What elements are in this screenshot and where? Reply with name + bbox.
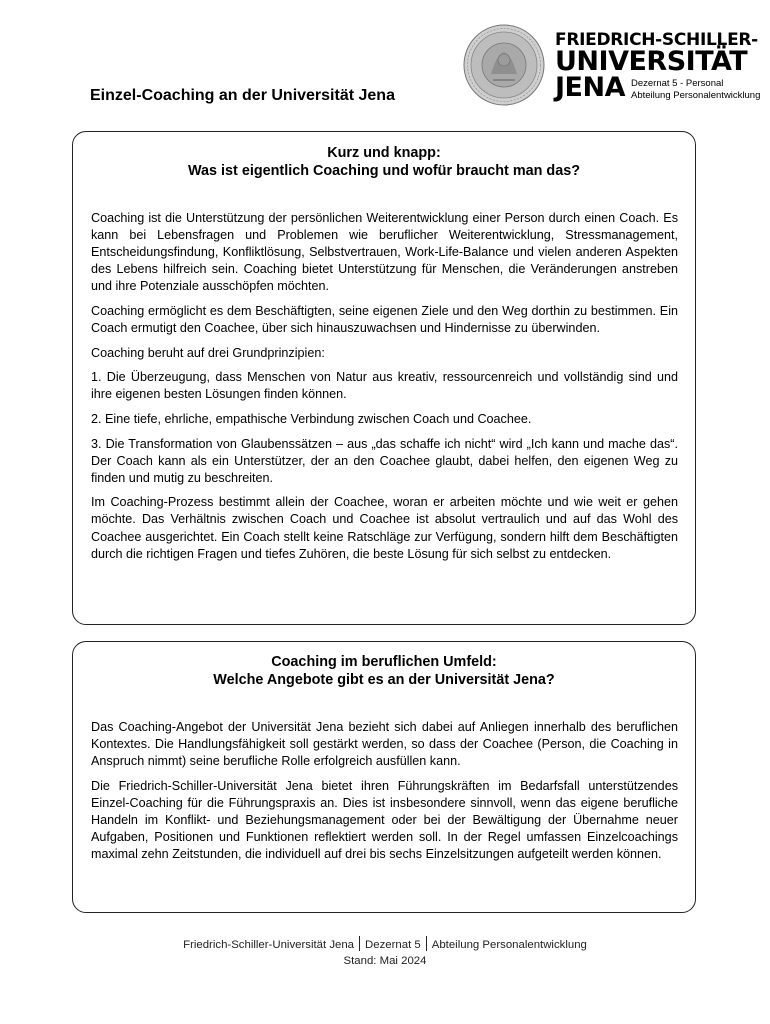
paragraph: Im Coaching-Prozess bestimmt allein der Coachee, woran er arbeiten möchte und wie weit er gehen möchte. Das Verhältnis zwischen Coach und Coachee ist absolut vertraulich und auf das Wohl des Coachee ausgerichtet. Ein Coach stellt keine Ratschläge zur Verfügung, sondern hilft dem Beschäftigten durch die richtigen Fragen und tiefes Zuhören, die beste Lösung für sich selbst zu entdecken. — [91, 495, 678, 561]
page-footer — [0, 936, 770, 969]
logo-department — [631, 78, 760, 102]
page-title: Einzel-Coaching an der Universität Jena — [90, 87, 395, 104]
footer-separator — [359, 936, 360, 951]
section-heading-line-1: Kurz und knapp: — [327, 145, 441, 161]
section-heading-line-2: Was ist eigentlich Coaching und wofür braucht man das? — [187, 163, 581, 179]
footer-department: Abteilung Personalentwicklung — [431, 939, 587, 951]
university-logo — [555, 31, 765, 102]
logo-line-2: UNIVERSITÄT — [555, 46, 748, 77]
section-body — [91, 210, 678, 563]
list-item: 1. Die Überzeugung, dass Menschen von Natur aus kreativ, ressourcenreich und vollständig sind und ihre eigenen besten Lösungen finden können. — [91, 370, 678, 402]
footer-university: Friedrich-Schiller-Universität Jena — [183, 939, 355, 951]
paragraph: Coaching beruht auf drei Grundprinzipien: — [91, 345, 325, 360]
footer-line — [0, 936, 770, 953]
section-heading — [73, 144, 695, 180]
logo-line-1: FRIEDRICH-SCHILLER- — [555, 30, 758, 50]
footer-separator — [426, 936, 427, 951]
logo-line-3: JENA — [555, 72, 625, 103]
section-what-is-coaching — [72, 131, 696, 625]
footer-dezernat: Dezernat 5 — [365, 939, 421, 951]
section-heading — [73, 653, 695, 689]
paragraph: Die Friedrich-Schiller-Universität Jena bietet ihren Führungskräften im Bedarfsfall unterstützendes Einzel-Coaching für die Führungspraxis an. Dies ist insbesondere sinnvoll, wenn das eigene berufliche Handeln im Konflikt- und Beziehungsmanagement oder bei der Bewältigung der Übernahme neuer Aufgaben, Positionen und Funktionen reflektiert werden soll. In der Regel umfassen Einzelcoachings maximal zehn Zeitstunden, die individuell auf drei bis sechs Einzelsitzungen aufgeteilt werden können. — [91, 778, 678, 862]
list-item: 3. Die Transformation von Glaubenssätzen – aus „das schaffe ich nicht“ wird „Ich kann und mache das“. Der Coach kann als ein Unterstützer, der an den Coachee glaubt, dabei helfen, den eigenen Weg zu finden und mutig zu beschreiten. — [91, 436, 678, 485]
section-heading-line-2: Welche Angebote gibt es an der Universität Jena? — [213, 672, 555, 688]
logo-department-line-2: Abteilung Personalentwicklung — [630, 90, 761, 101]
footer-date: Stand: Mai 2024 — [343, 955, 427, 967]
paragraph: Das Coaching-Angebot der Universität Jena bezieht sich dabei auf Anliegen innerhalb des beruflichen Kontextes. Die Handlungsfähigkeit soll gestärkt werden, so dass der Coachee (Person, die Coaching in Anspruch nimmt) seine berufliche Rolle erfolgreich ausfüllen kann. — [91, 720, 678, 769]
section-heading-line-1: Coaching im beruflichen Umfeld: — [271, 654, 497, 670]
section-coaching-offers — [72, 641, 696, 913]
university-seal-icon — [463, 24, 545, 106]
paragraph: Coaching ermöglicht es dem Beschäftigten, seine eigenen Ziele und den Weg dorthin zu bestimmen. Ein Coach ermutigt den Coachee, über sich hinauszuwachsen und Hindernisse zu überwinden. — [91, 303, 678, 336]
section-body — [91, 719, 678, 863]
logo-department-line-1: Dezernat 5 - Personal — [630, 78, 724, 89]
list-item: 2. Eine tiefe, ehrliche, empathische Verbindung zwischen Coach und Coachee. — [91, 411, 532, 426]
paragraph: Coaching ist die Unterstützung der persönlichen Weiterentwicklung einer Person durch einen Coach. Es kann bei Lebensfragen und Problemen wie beruflicher Weiterentwicklung, Stressmanagement, Entscheidungsfindung, Konfliktlösung, Selbstvertrauen, Work-Life-Balance und vielen anderen Aspekten des Lebens hilfreich sein. Coaching bietet Unterstützung für Menschen, die Veränderungen anstreben und ihre Potenziale ausschöpfen möchten. — [91, 211, 678, 294]
